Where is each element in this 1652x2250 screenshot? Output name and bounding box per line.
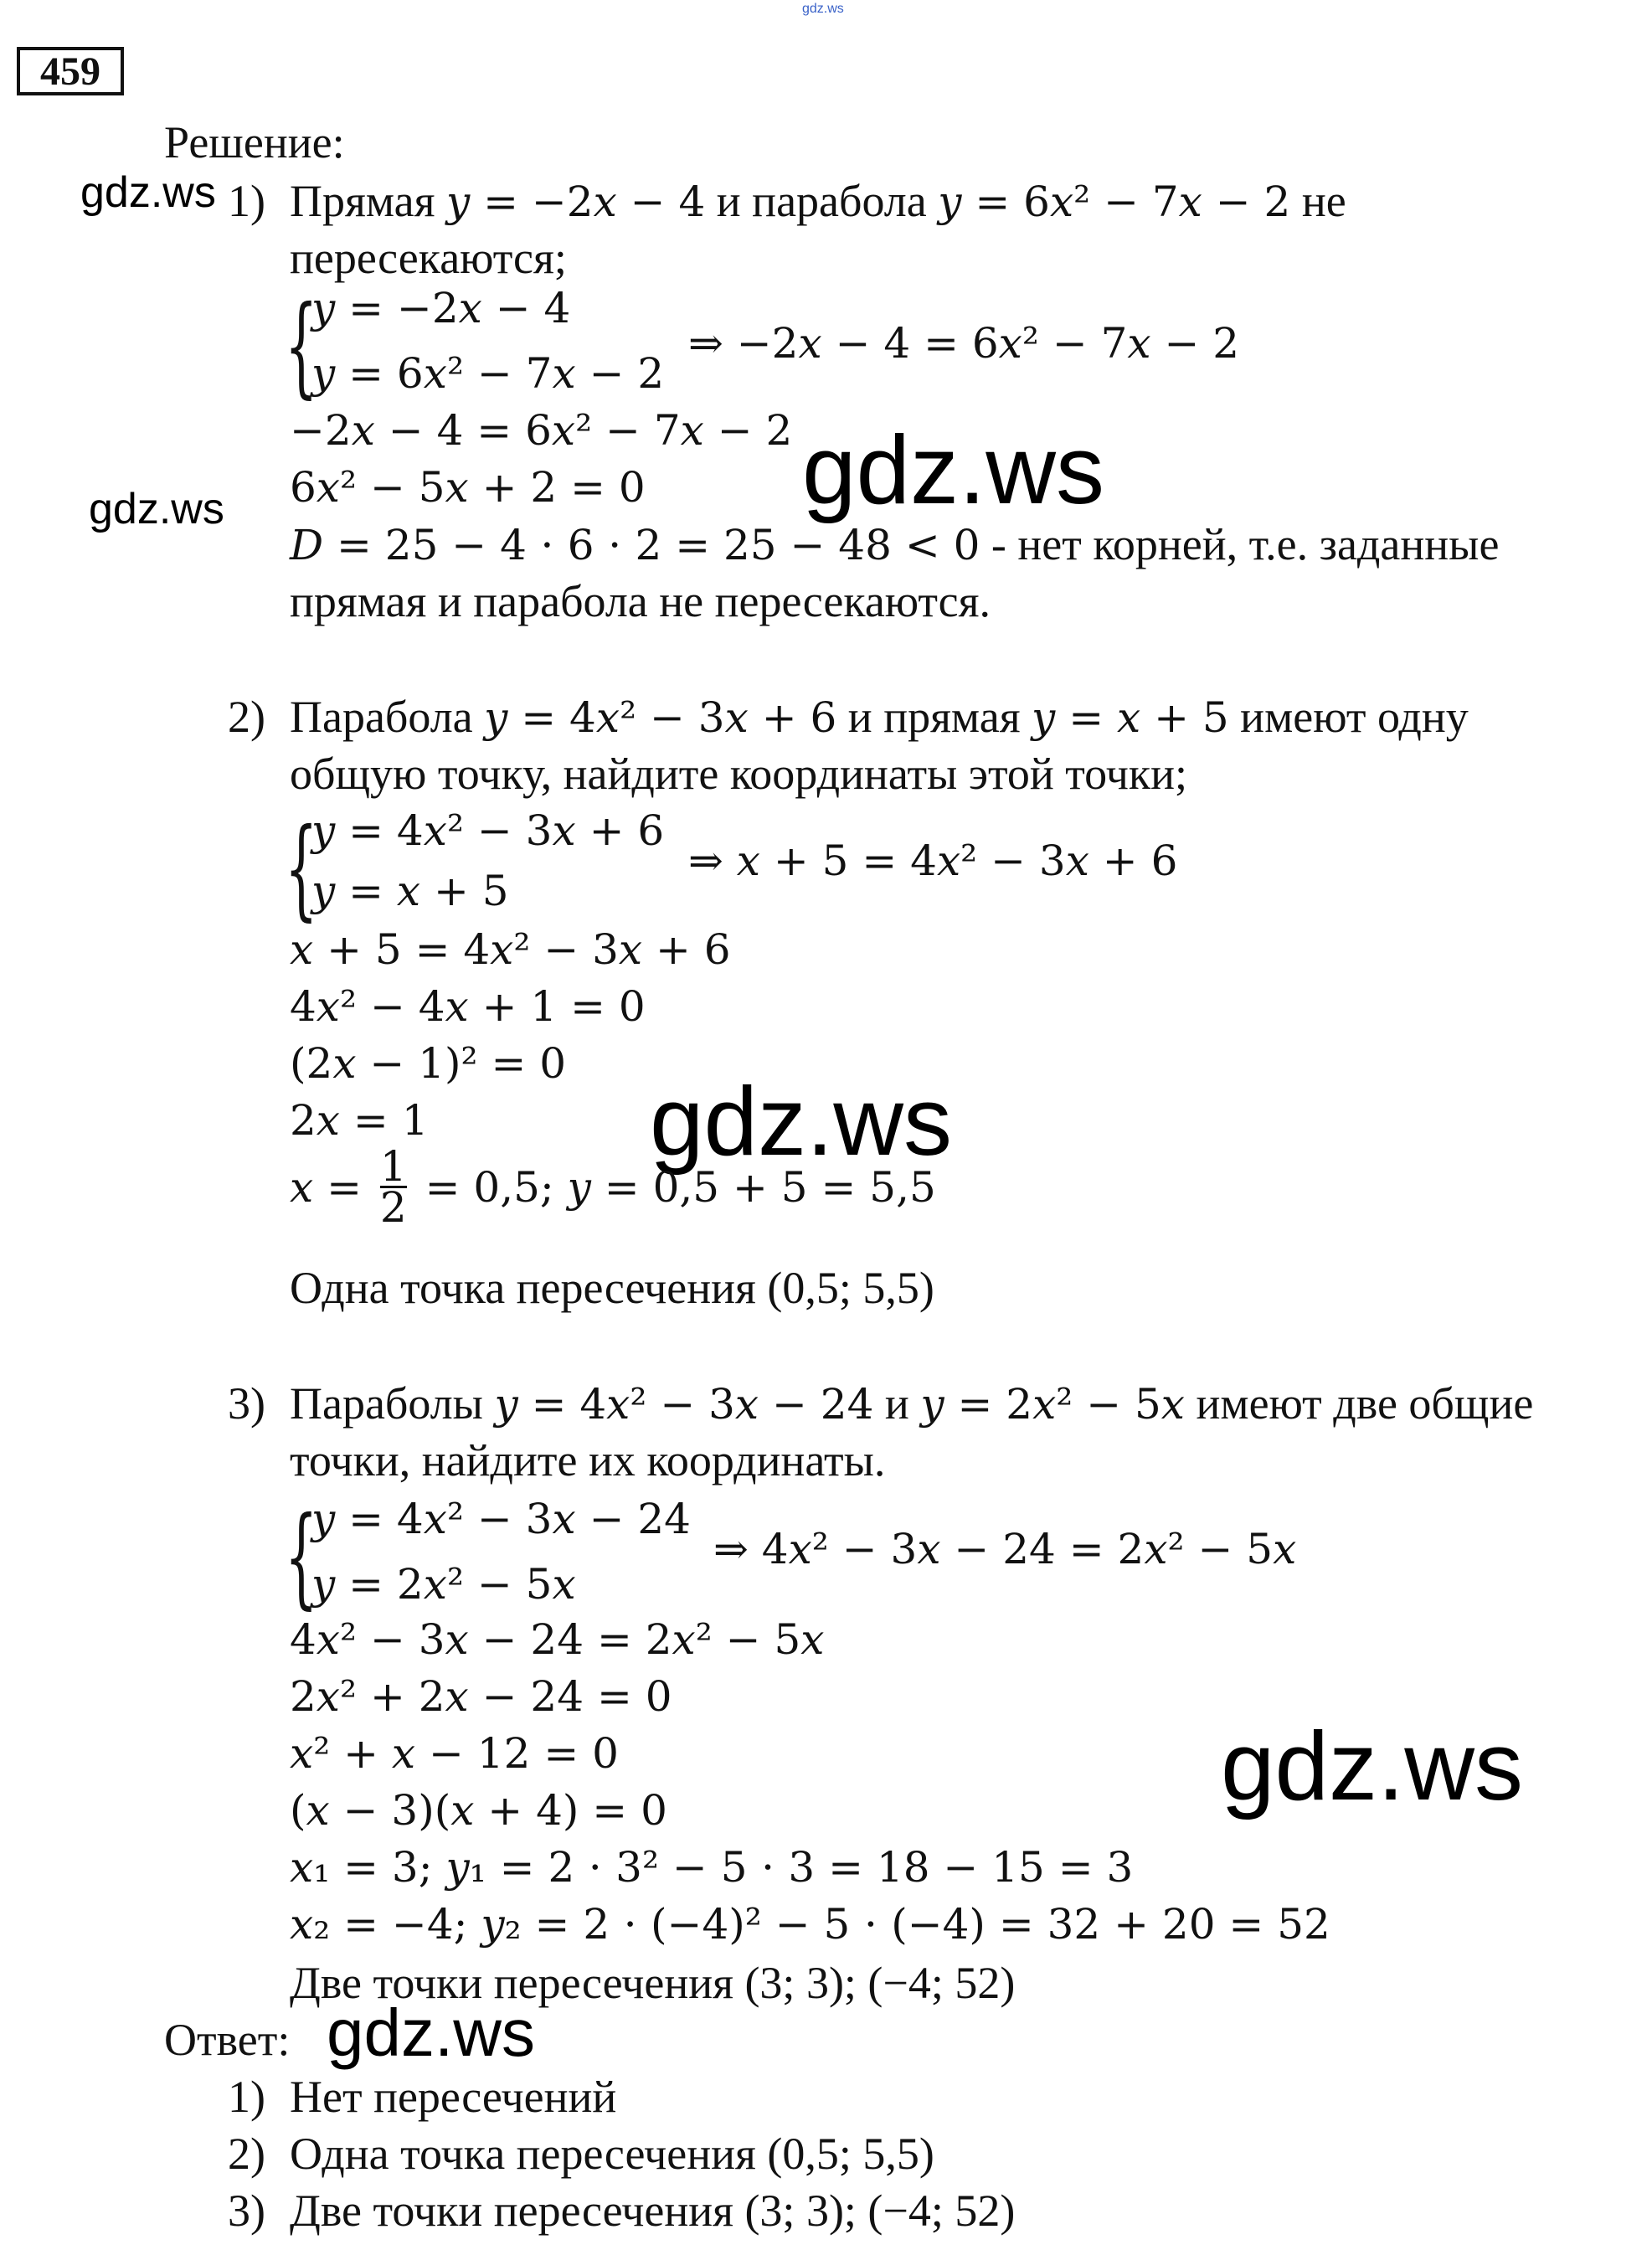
watermark-medium: gdz.ws: [327, 1995, 535, 2070]
part1-step: −2𝑥 − 4 = 6𝑥² − 7𝑥 − 2: [290, 406, 793, 455]
part3-step: (𝑥 − 3)(𝑥 + 4) = 0: [290, 1786, 667, 1835]
answer-label: Ответ:: [164, 2015, 291, 2065]
part2-statement-line2: общую точку, найдите координаты этой точки;: [290, 749, 1188, 799]
answer-item: Нет пересечений: [290, 2072, 617, 2122]
part2-system-eq1: 𝑦 = 4𝑥² − 3𝑥 + 6: [311, 806, 665, 855]
part1-system-result: ⇒ −2𝑥 − 4 = 6𝑥² − 7𝑥 − 2: [688, 319, 1240, 368]
part3-system-result: ⇒ 4𝑥² − 3𝑥 − 24 = 2𝑥² − 5𝑥: [713, 1525, 1297, 1573]
watermark-small: gdz.ws: [80, 168, 216, 217]
part2-system-eq2: 𝑦 = 𝑥 + 5: [311, 867, 509, 915]
answer-item: Одна точка пересечения (0,5; 5,5): [290, 2129, 934, 2179]
part3-statement-line2: точки, найдите их координаты.: [290, 1435, 886, 1485]
watermark-large: gdz.ws: [802, 415, 1105, 524]
part2-statement: Парабола 𝑦 = 4𝑥² − 3𝑥 + 6 и прямая 𝑦 = 𝑥 + 5 имеют одну: [290, 692, 1469, 742]
answer-item-number: 1): [228, 2072, 265, 2122]
watermark-small: gdz.ws: [89, 485, 224, 533]
part3-step: 𝑥₁ = 3; 𝑦₁ = 2 ⋅ 3² − 5 ⋅ 3 = 18 − 15 = 3: [290, 1843, 1134, 1892]
watermark-large: gdz.ws: [650, 1067, 953, 1176]
watermark-large: gdz.ws: [1221, 1712, 1524, 1820]
part3-system-eq2: 𝑦 = 2𝑥² − 5𝑥: [311, 1560, 576, 1609]
answer-item-number: 3): [228, 2186, 265, 2236]
answer-item-number: 2): [228, 2129, 265, 2179]
part2-step: 𝑥 + 5 = 4𝑥² − 3𝑥 + 6: [290, 925, 731, 974]
part2-step: (2𝑥 − 1)² = 0: [290, 1039, 567, 1088]
part3-number: 3): [228, 1378, 265, 1429]
system-brace: {: [285, 804, 318, 933]
part1-system-eq1: 𝑦 = −2𝑥 − 4: [311, 284, 571, 332]
part2-conclusion: Одна точка пересечения (0,5; 5,5): [290, 1263, 934, 1313]
part3-step: 𝑥² + 𝑥 − 12 = 0: [290, 1729, 619, 1778]
part1-conclusion: прямая и парабола не пересекаются.: [290, 576, 991, 626]
part2-system-result: ⇒ 𝑥 + 5 = 4𝑥² − 3𝑥 + 6: [688, 837, 1178, 885]
solution-label: Решение:: [164, 117, 345, 167]
system-brace: {: [285, 281, 318, 410]
part3-step: 4𝑥² − 3𝑥 − 24 = 2𝑥² − 5𝑥: [290, 1615, 825, 1664]
problem-number: 459: [17, 47, 124, 95]
part3-step: 2𝑥² + 2𝑥 − 24 = 0: [290, 1672, 672, 1721]
part3-step: 𝑥₂ = −4; 𝑦₂ = 2 ⋅ (−4)² − 5 ⋅ (−4) = 32 + 20 = 52: [290, 1900, 1330, 1949]
fraction: $\frac{1}{2}$: [379, 1142, 407, 1232]
part1-step: 6𝑥² − 5𝑥 + 2 = 0: [290, 463, 646, 512]
part1-system-eq2: 𝑦 = 6𝑥² − 7𝑥 − 2: [311, 349, 665, 398]
part1-statement-line2: пересекаются;: [290, 233, 567, 283]
part1-discriminant: 𝐷 = 25 − 4 ⋅ 6 ⋅ 2 = 25 − 48 < 0 - нет корней, т.е. заданные: [290, 519, 1500, 569]
part3-statement: Параболы 𝑦 = 4𝑥² − 3𝑥 − 24 и 𝑦 = 2𝑥² − 5𝑥 имеют две общие: [290, 1378, 1534, 1429]
part2-fraction-line: 𝑥 = $\frac{1}{2}$ = 0,5; 𝑦 = 0,5 + 5 = 5,5: [290, 1142, 936, 1232]
part3-system-eq1: 𝑦 = 4𝑥² − 3𝑥 − 24: [311, 1495, 691, 1543]
top-watermark: gdz.ws: [802, 2, 844, 16]
part2-step: 4𝑥² − 4𝑥 + 1 = 0: [290, 982, 646, 1031]
part2-step: 2𝑥 = 1: [290, 1096, 429, 1145]
part1-statement: Прямая 𝑦 = −2𝑥 − 4 и парабола 𝑦 = 6𝑥² − 7𝑥 − 2 не: [290, 176, 1346, 226]
system-brace: {: [285, 1492, 318, 1621]
part3-conclusion: Две точки пересечения (3; 3); (−4; 52): [290, 1958, 1016, 2008]
part2-number: 2): [228, 692, 265, 742]
answer-item: Две точки пересечения (3; 3); (−4; 52): [290, 2186, 1016, 2236]
part1-number: 1): [228, 176, 265, 226]
